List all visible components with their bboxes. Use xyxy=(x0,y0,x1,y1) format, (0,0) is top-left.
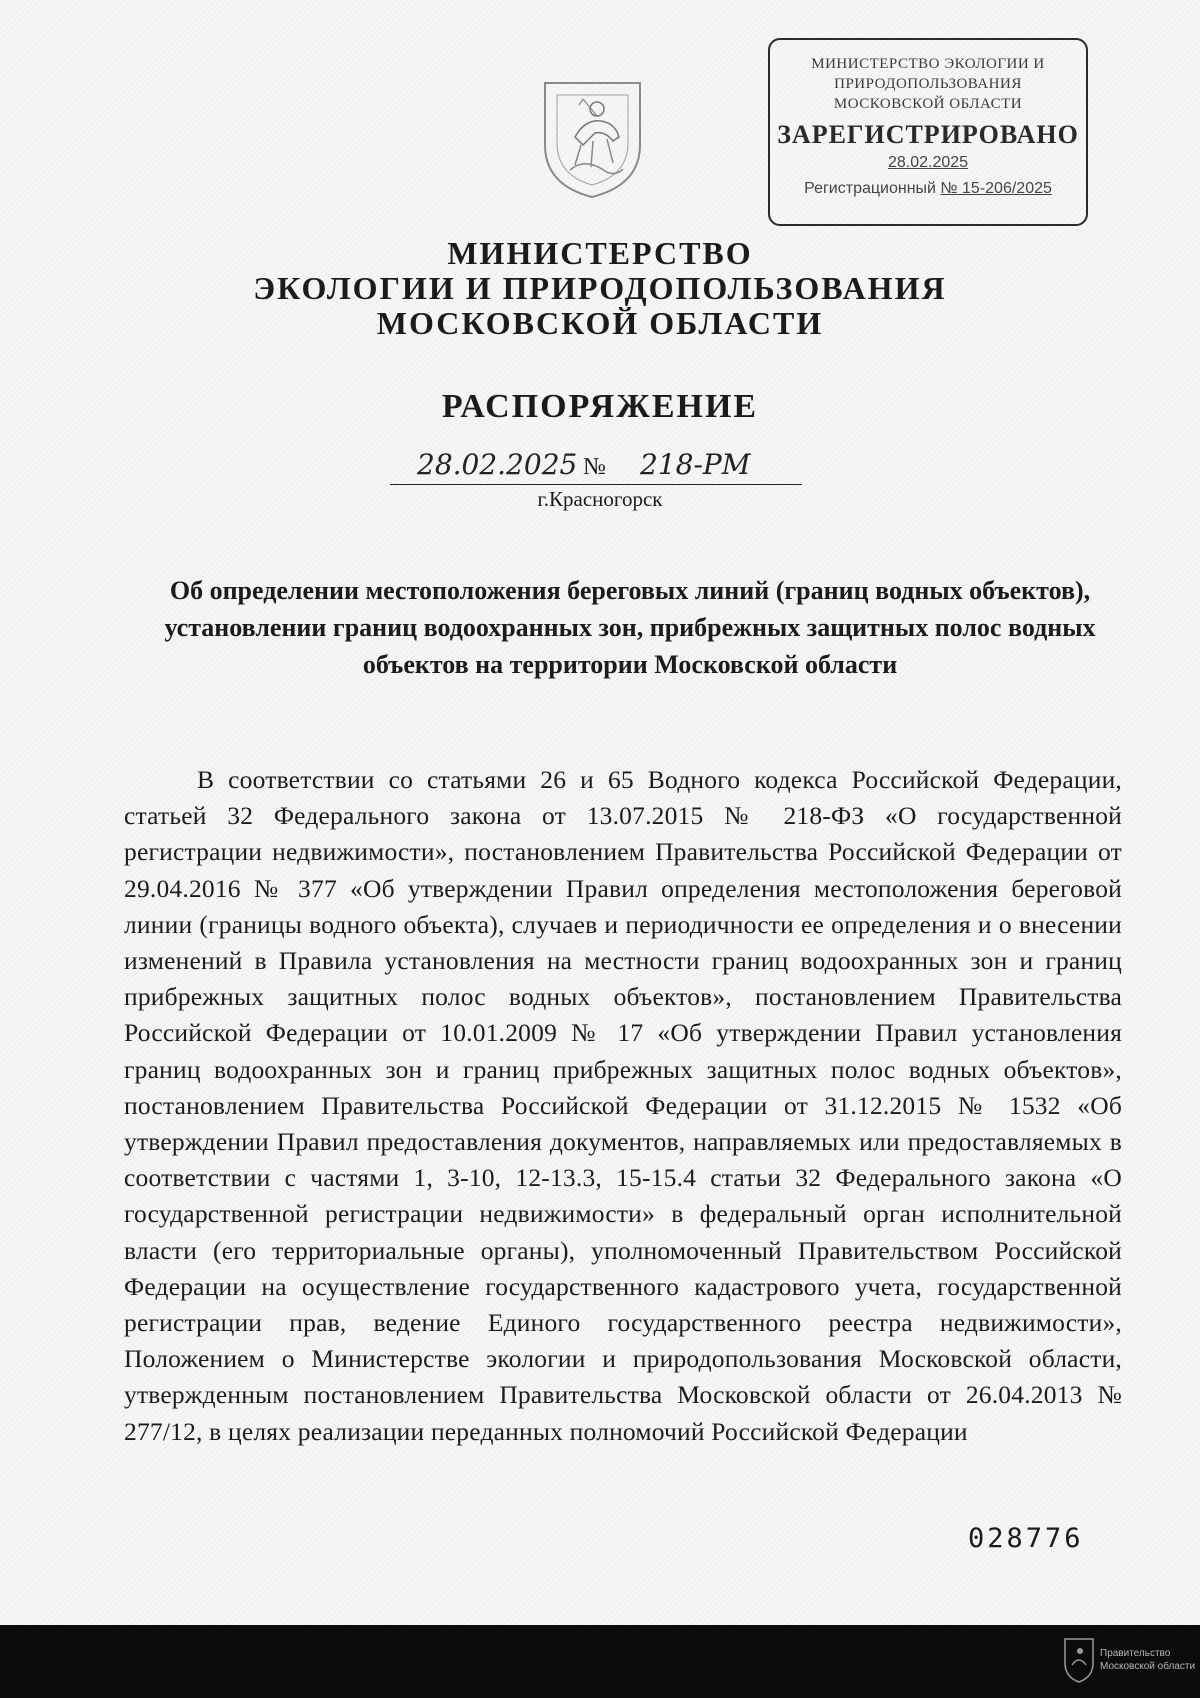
footer-bar xyxy=(0,1625,1200,1698)
document-type: РАСПОРЯЖЕНИЕ xyxy=(441,388,759,425)
handwritten-date: 28.02.2025 xyxy=(417,448,578,481)
body-paragraph: В соответствии со статьями 26 и 65 Водного кодекса Российской Федерации, статьей 32 Федерального закона от 13.07.2015 № 218-ФЗ «О государственной регистрации недвижимости», постановлением Правительства Российской Федерации от 29.04.2016 № 377 «Об утверждении Правил определения местоположения береговой линии (границы водного объекта), случаев и периодичности ее определения и о внесении изменений в Правила установления на местности границ водоохранных зон и границ прибрежных защитных полос водных объектов», постановлением Правительства Российской Федерации от 10.01.2009 № 17 «Об утверждении Правил установления границ водоохранных зон и границ прибрежных защитных полос водных объектов», постановлением Правительства Российской Федерации от 31.12.2015 № 1532 «Об утверждении Правил предоставления документов, направляемых или предоставляемых в соответствии с частями 1, 3-10, 12-13.3, 15-15.4 статьи 32 Федерального закона «О государственной регистрации недвижимости» в федеральный орган исполнительной власти (его территориальные органы), уполномоченный Правительством Российской Федерации на осуществление государственного кадастрового учета, государственной регистрации прав, ведение Единого государственного реестра недвижимости», Положением о Министерстве экологии и природопользования Московской области, утвержденным постановлением Правительства Московской области от 26.04.2013 № 277/12, в целях реализации переданных полномочий Российской Федерации xyxy=(124,765,1122,1446)
ministry-title xyxy=(0,236,1200,341)
date-number-line xyxy=(390,448,802,485)
handwritten-number: 218-РМ xyxy=(640,448,751,481)
stamp-org-line: МИНИСТЕРСТВО ЭКОЛОГИИ И xyxy=(811,56,1045,72)
ministry-line: МИНИСТЕРСТВО xyxy=(447,235,753,271)
number-sign: № xyxy=(583,454,606,480)
stamp-org-line: ПРИРОДОПОЛЬЗОВАНИЯ xyxy=(834,76,1022,92)
registration-stamp xyxy=(768,38,1088,226)
ministry-line: МОСКОВСКОЙ ОБЛАСТИ xyxy=(376,305,824,341)
footer-line: Московской области xyxy=(1100,1661,1196,1672)
stamp-reg-label: Регистрационный xyxy=(804,180,936,197)
stamp-reg-number: № 15-206/2025 xyxy=(940,180,1052,197)
ministry-line: ЭКОЛОГИИ И ПРИРОДОПОЛЬЗОВАНИЯ xyxy=(253,270,947,306)
footer-line: Правительство xyxy=(1100,1648,1171,1659)
stamp-organization xyxy=(770,54,1086,114)
emblem-icon xyxy=(1062,1635,1096,1685)
city: г.Красногорск xyxy=(537,487,663,511)
stamp-status: ЗАРЕГИСТРИРОВАНО xyxy=(777,120,1079,149)
form-code: 028776 xyxy=(968,1523,1084,1554)
stamp-date: 28.02.2025 xyxy=(887,154,969,171)
stamp-registration xyxy=(770,180,1086,198)
footer-label xyxy=(1100,1647,1195,1673)
document-subject: Об определении местоположения береговых линий (границ водных объектов), установлении границ водоохранных зон, прибрежных защитных полос водных объектов на территории Московской области xyxy=(164,576,1096,679)
coat-of-arms-icon xyxy=(535,75,650,200)
stamp-org-line: МОСКОВСКОЙ ОБЛАСТИ xyxy=(833,96,1023,112)
